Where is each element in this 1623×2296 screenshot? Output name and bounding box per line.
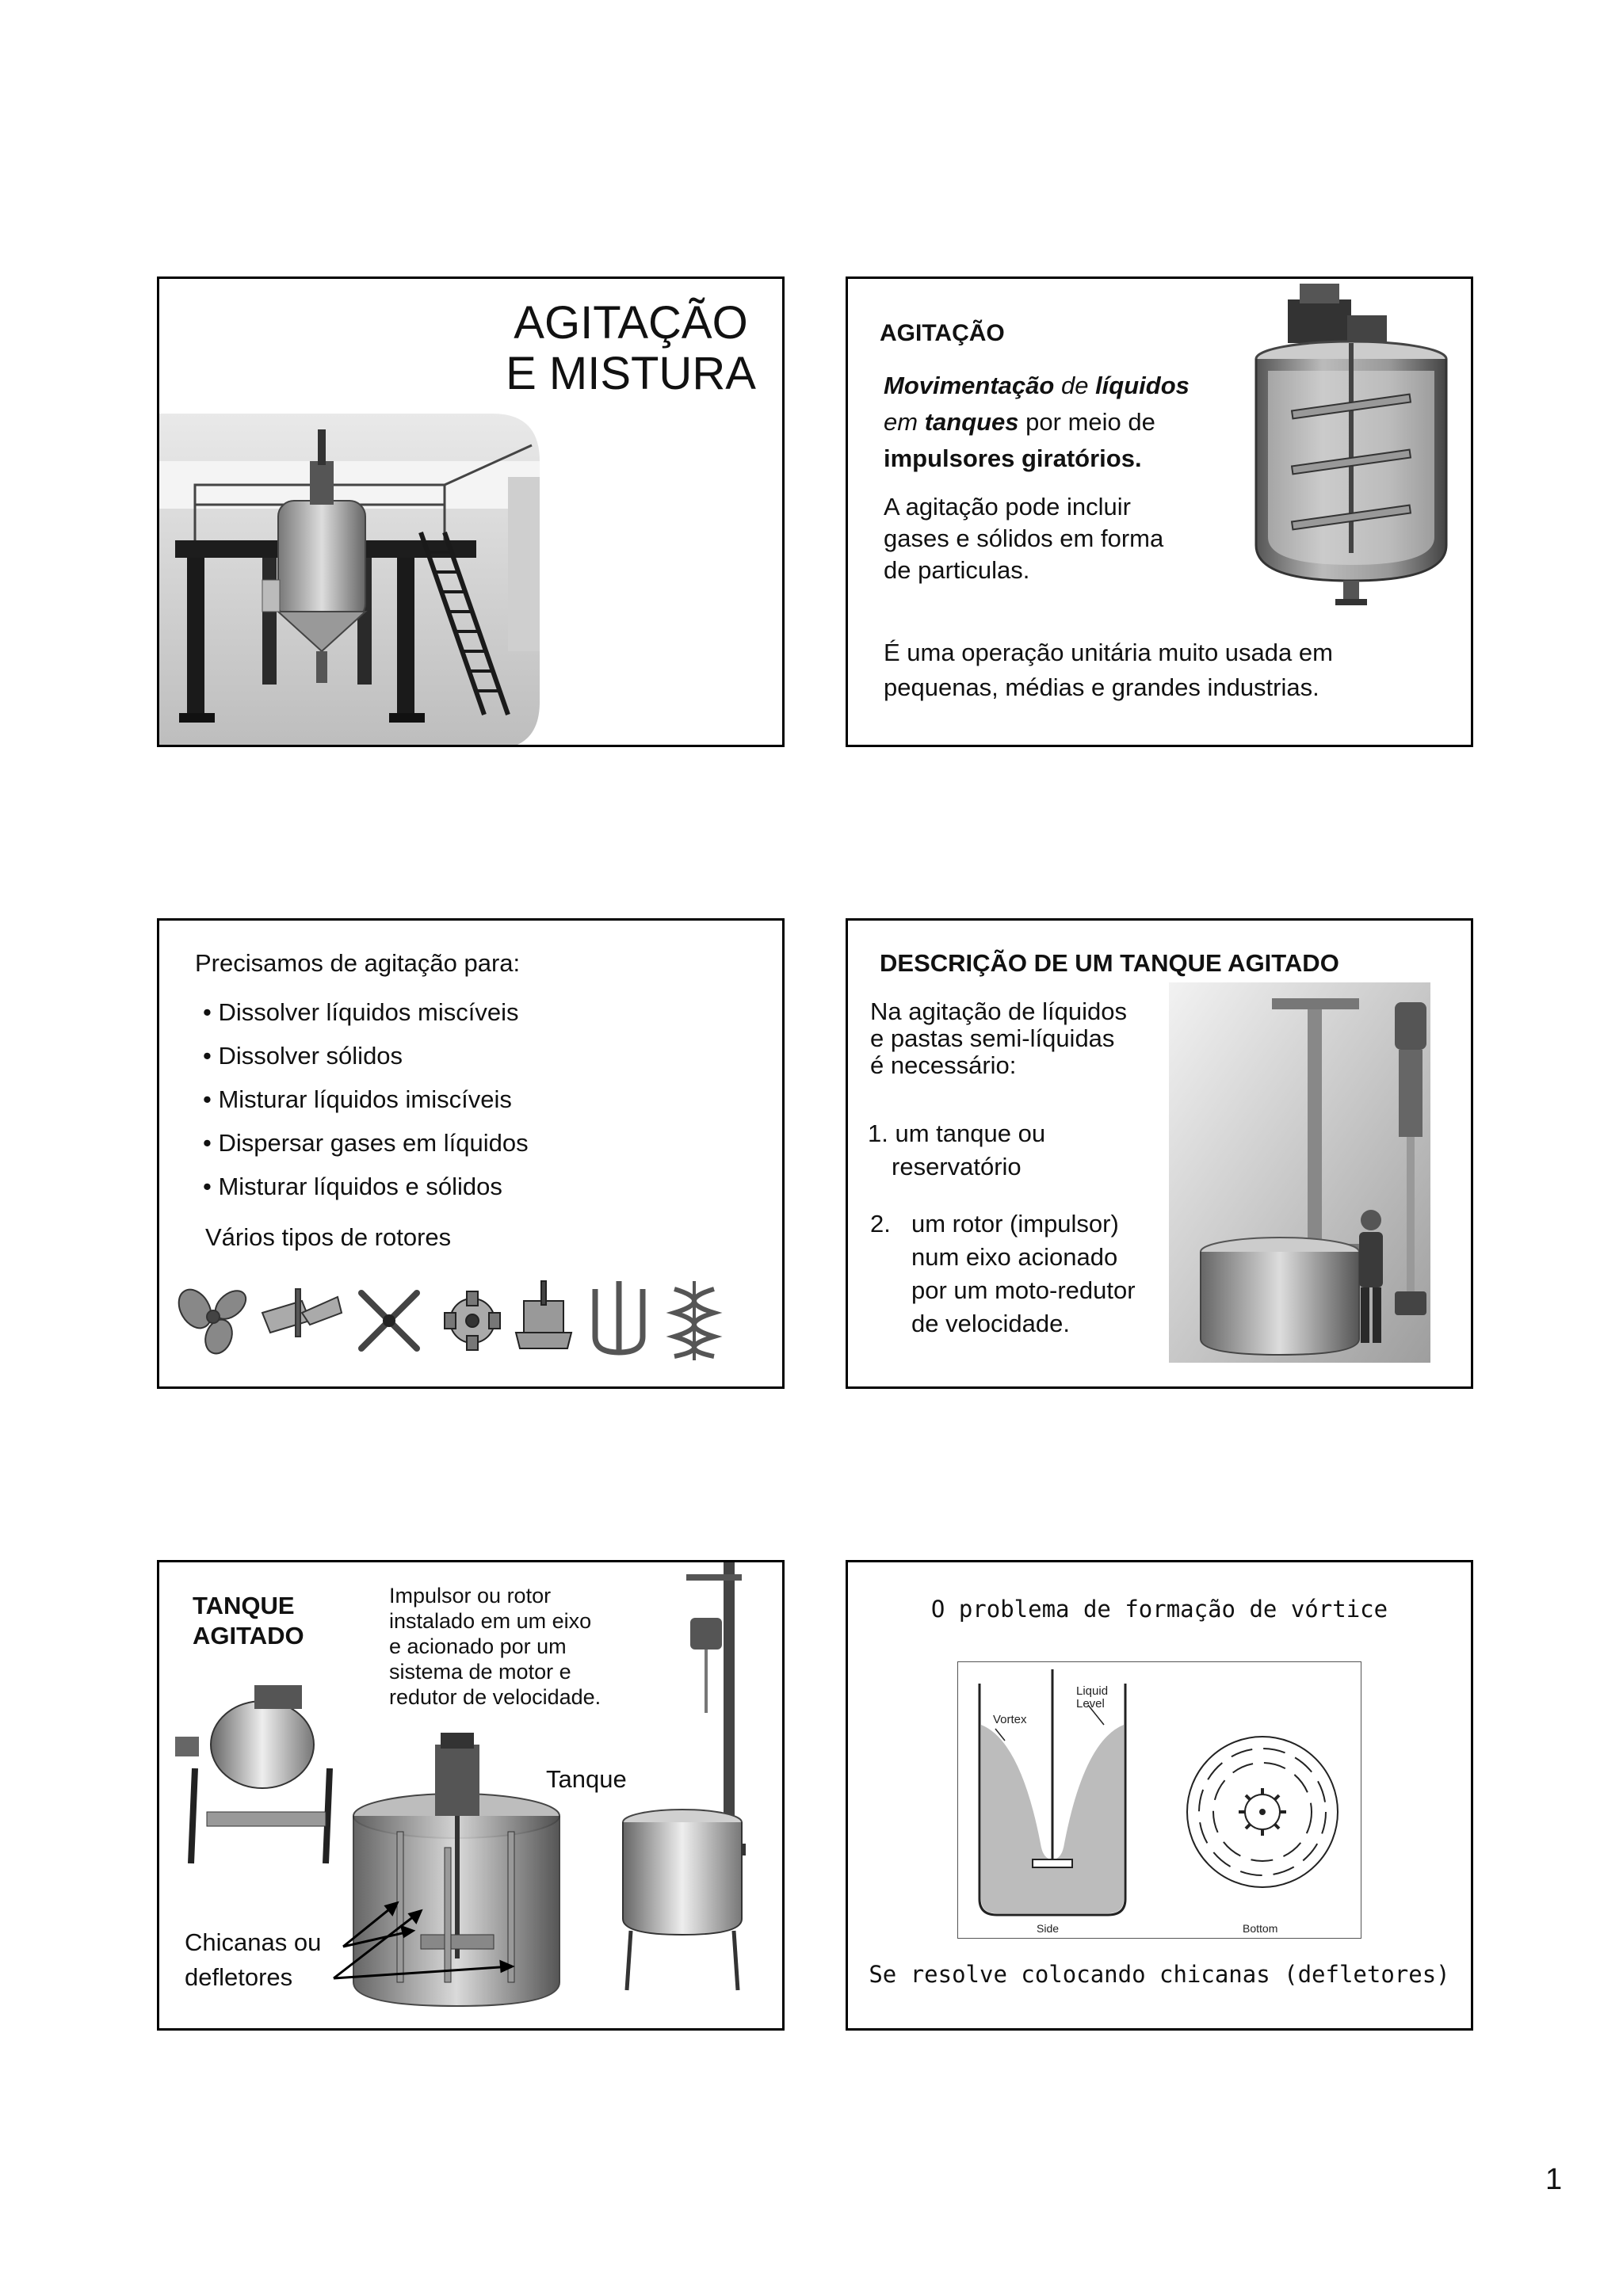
slide-needs bbox=[157, 918, 785, 1389]
reactor-photo bbox=[159, 414, 540, 747]
impeller-description bbox=[389, 1583, 601, 1710]
requirement-2-line-4: de velocidade. bbox=[911, 1310, 1070, 1337]
requirement-1 bbox=[868, 1117, 1045, 1184]
slide-heading: DESCRIÇÃO DE UM TANQUE AGITADO bbox=[880, 949, 1339, 977]
vortex-label: Vortex bbox=[993, 1713, 1027, 1726]
liquid-level-label-1: Liquid bbox=[1076, 1684, 1109, 1698]
agitation-note bbox=[884, 491, 1163, 586]
usage-line-2: pequenas, médias e grandes industrias. bbox=[884, 673, 1319, 701]
definition-line-3: impulsores giratórios. bbox=[884, 444, 1142, 472]
needs-item: • Dispersar gases em líquidos bbox=[203, 1129, 529, 1157]
rotors-label: Vários tipos de rotores bbox=[205, 1223, 452, 1251]
note-line-2: gases e sólidos em forma bbox=[884, 524, 1164, 552]
requirement-2-number: 2. bbox=[870, 1210, 891, 1238]
slide-title bbox=[157, 277, 785, 747]
needs-list bbox=[203, 990, 529, 1208]
note-line-1: A agitação pode incluir bbox=[884, 493, 1131, 521]
slide-agitated-tank bbox=[157, 1560, 785, 2031]
intro-line-1: Na agitação de líquidos bbox=[870, 997, 1128, 1025]
slide-footer: Se resolve colocando chicanas (defletores) bbox=[869, 1961, 1450, 1988]
slide-title: O problema de formação de vórtice bbox=[930, 1596, 1388, 1623]
description-line-3: e acionado por um bbox=[389, 1634, 567, 1658]
slide-vortex bbox=[846, 1560, 1473, 2031]
slide-title-text bbox=[488, 298, 773, 399]
definition-line-1: Movimentação de líquidos bbox=[884, 372, 1190, 399]
intro-line-3: é necessário: bbox=[870, 1051, 1017, 1079]
description-line-1: Impulsor ou rotor bbox=[389, 1584, 552, 1608]
rotor-types-illustration bbox=[175, 1277, 769, 1364]
slide-heading: AGITAÇÃO bbox=[880, 320, 1005, 346]
usage-text bbox=[884, 635, 1333, 705]
title-line-2: E MISTURA bbox=[506, 348, 756, 399]
needs-item: • Dissolver sólidos bbox=[203, 1042, 403, 1070]
baffle-label-line-1: Chicanas ou bbox=[185, 1928, 322, 1956]
requirement-1-line-2: reservatório bbox=[892, 1153, 1022, 1180]
agitated-tank-illustration bbox=[1244, 284, 1466, 616]
baffle-label bbox=[185, 1925, 321, 1995]
liquid-level-label-2: Level bbox=[1076, 1697, 1105, 1711]
heading-line-1: TANQUE bbox=[193, 1592, 295, 1619]
usage-line-1: É uma operação unitária muito usada em bbox=[884, 639, 1333, 666]
requirement-2-line-2: num eixo acionado bbox=[911, 1243, 1118, 1271]
requirement-2-line-1: um rotor (impulsor) bbox=[911, 1210, 1119, 1238]
requirement-1-line-1: 1. um tanque ou bbox=[868, 1119, 1046, 1147]
side-view-label: Side bbox=[1037, 1922, 1060, 1935]
needs-item: • Dissolver líquidos miscíveis bbox=[203, 998, 519, 1026]
industrial-mixer-photo bbox=[1169, 982, 1430, 1363]
slide-heading bbox=[193, 1591, 304, 1651]
definition-text bbox=[884, 368, 1190, 477]
note-line-3: de particulas. bbox=[884, 556, 1030, 584]
definition-line-2: em tanques por meio de bbox=[884, 408, 1155, 436]
vortex-diagram bbox=[957, 1661, 1361, 1939]
description-line-2: instalado em um eixo bbox=[389, 1609, 592, 1633]
requirement-2-line-3: por um moto-redutor bbox=[911, 1276, 1136, 1304]
requirement-2 bbox=[911, 1207, 1136, 1341]
slide-tank-description bbox=[846, 918, 1473, 1389]
baffle-label-line-2: defletores bbox=[185, 1963, 293, 1991]
needs-item: • Misturar líquidos imiscíveis bbox=[203, 1085, 512, 1113]
bottom-view-label: Bottom bbox=[1243, 1922, 1278, 1935]
description-intro bbox=[870, 998, 1127, 1079]
tank-label: Tanque bbox=[546, 1765, 627, 1793]
description-line-5: redutor de velocidade. bbox=[389, 1685, 601, 1709]
needs-intro: Precisamos de agitação para: bbox=[195, 949, 521, 977]
page-number: 1 bbox=[1545, 2163, 1563, 2196]
description-line-4: sistema de motor e bbox=[389, 1660, 571, 1684]
heading-line-2: AGITADO bbox=[193, 1622, 304, 1650]
slide-agitacao bbox=[846, 277, 1473, 747]
needs-item: • Misturar líquidos e sólidos bbox=[203, 1173, 502, 1200]
intro-line-2: e pastas semi-líquidas bbox=[870, 1024, 1115, 1052]
title-line-1: AGITAÇÃO bbox=[514, 297, 748, 349]
